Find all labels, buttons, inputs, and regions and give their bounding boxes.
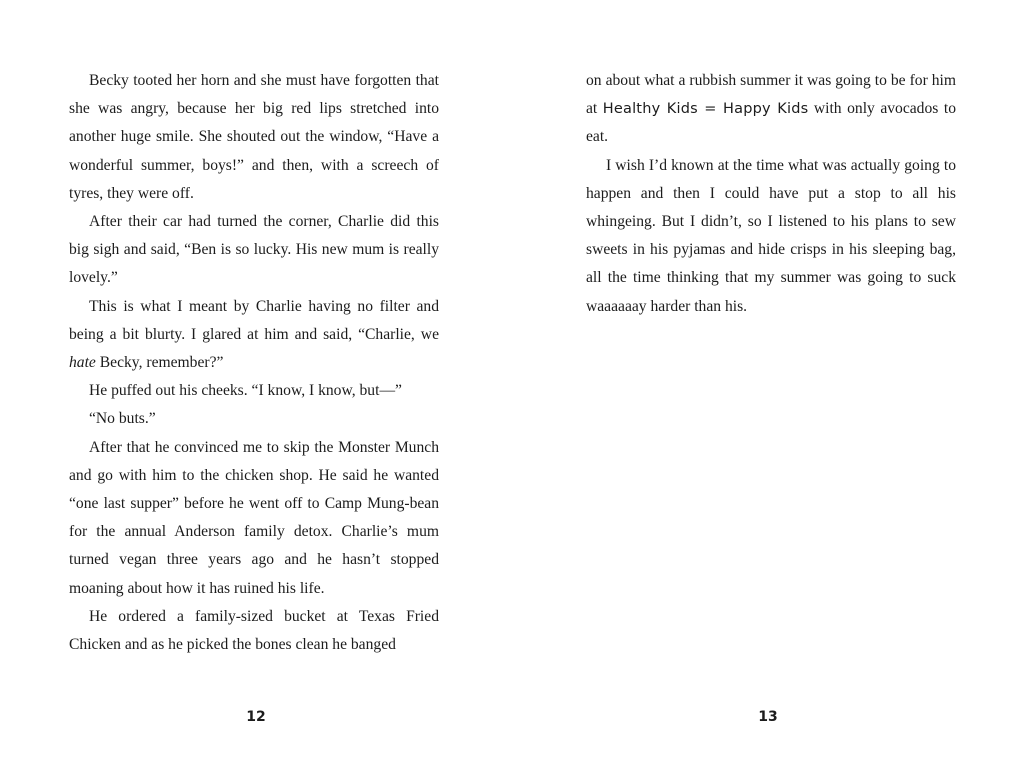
paragraph: “No buts.” (89, 410, 156, 428)
page-number-left: 12 (246, 709, 266, 725)
handwritten-text: Healthy Kids = Happy Kids (602, 101, 809, 118)
emphasis-text: hate (69, 354, 96, 372)
paragraph: I wish I’d known at the time what was actually going to happen and then I could have put a stop to all his whingeing. But I didn’t, so I listened to his plans to sew sweets in his pyjamas and hide crisps in his sleeping bag, all the time thinking that my summer was going to suck waaaaaay harder than his. (586, 156, 956, 315)
paragraph (586, 67, 956, 152)
paragraph (69, 293, 439, 378)
paragraph: After their car had turned the corner, Charlie did this big sigh and said, “Ben is so lucky. His new mum is really lovely.” (69, 213, 439, 287)
left-page (69, 67, 439, 659)
paragraph-text: with only avocados to eat. (586, 100, 956, 146)
paragraph: He puffed out his cheeks. “I know, I know, but—” (89, 382, 402, 400)
paragraph-text: on about what a rubbish summer it was going to be for him at (586, 72, 956, 118)
right-page (586, 67, 956, 321)
paragraph-text: This is what I meant by Charlie having no filter and being a bit blurty. I glared at him and said, “Charlie, we (69, 297, 439, 343)
page-number-right: 13 (758, 709, 778, 725)
paragraph: After that he convinced me to skip the Monster Munch and go with him to the chicken shop. He said he wanted “one last supper” before he went off to Camp Mung-bean for the annual Anderson family detox. Charlie’s mum turned vegan three years ago and he hasn’t stopped moaning about how it has ruined his life. (69, 438, 439, 597)
paragraph-text: Becky, remember?” (95, 354, 224, 372)
paragraph: He ordered a family-sized bucket at Texas Fried Chicken and as he picked the bones clean he banged (69, 607, 439, 654)
paragraph: Becky tooted her horn and she must have forgotten that she was angry, because her big red lips stretched into another huge smile. She shouted out the window, “Have a wonderful summer, boys!” and then, with a screech of tyres, they were off. (69, 72, 439, 202)
